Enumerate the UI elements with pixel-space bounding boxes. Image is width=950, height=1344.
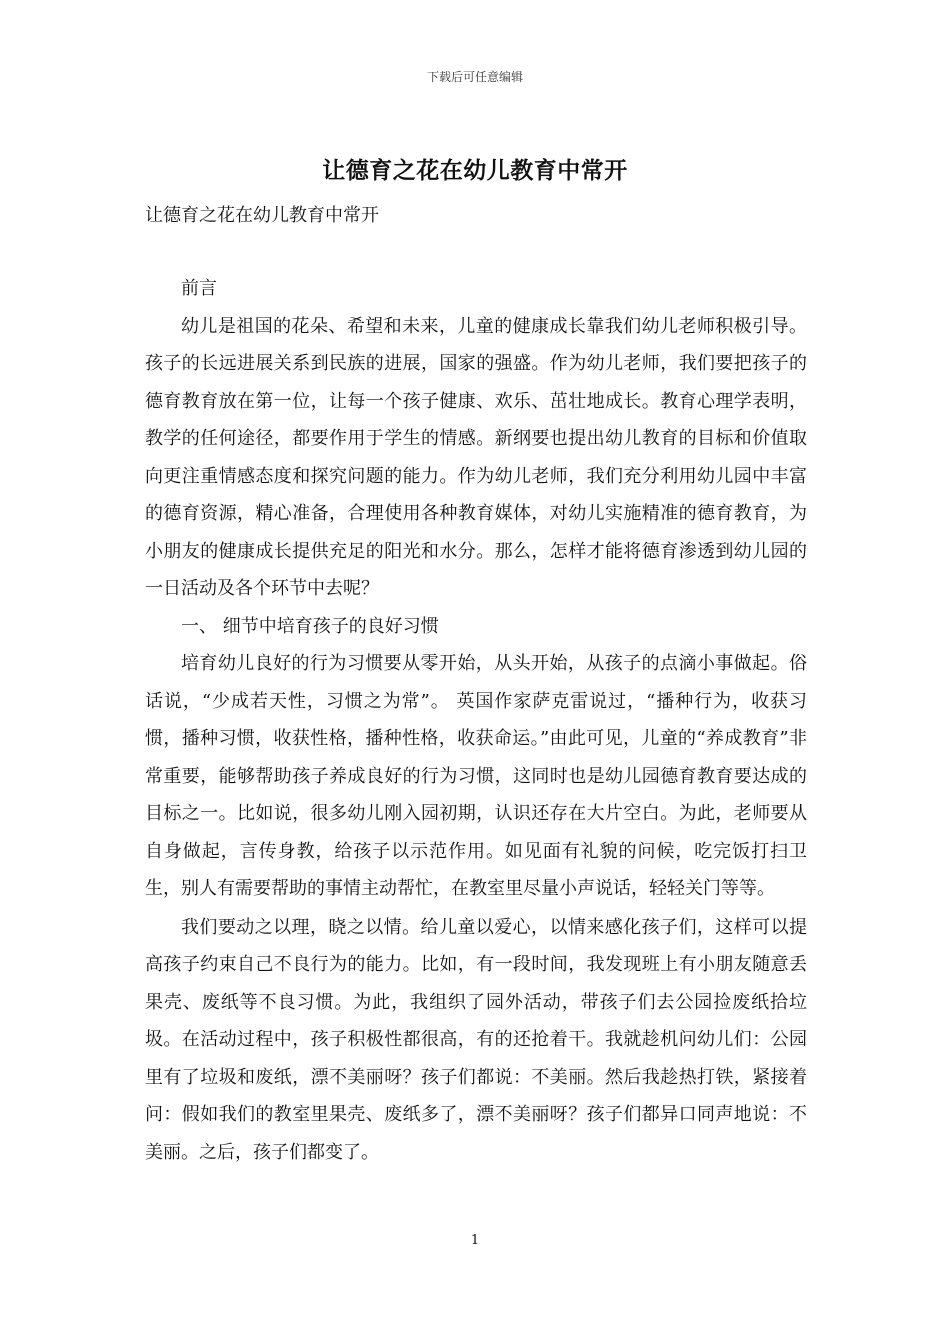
header-note: 下载后可任意编辑	[426, 70, 523, 84]
paragraph-intro: 幼儿是祖国的花朵、希望和未来，儿童的健康成长靠我们幼儿老师积极引导。孩子的长远进展关系到民族的进展，国家的强盛。作为幼儿老师，我们要把孩子的德育教育放在第一位，让每一个孩子健康、欢乐、茁壮地成长。教育心理学表明，教学的任何途径，都要作用于学生的情感。新纲要也提出幼儿教育的目标和价值取向更注重情感态度和探究问题的能力。作为幼儿老师，我们充分利用幼儿园中丰富的德育资源，精心准备，合理使用各种教育媒体，对幼儿实施精准的德育教育，为小朋友的健康成长提供充足的阳光和水分。那么，怎样才能将德育渗透到幼儿园的一日活动及各个环节中去呢？	[145, 315, 807, 599]
page-number: 1	[470, 1233, 480, 1248]
paragraph-example: 我们要动之以理，晓之以情。给儿童以爱心，以情来感化孩子们，这样可以提高孩子约束自己不良行为的能力。比如，有一段时间，我发现班上有小朋友随意丢果壳、废纸等不良习惯。为此，我组织了园外活动，带孩子们去公园捡废纸拾垃圾。在活动过程中，孩子积极性都很高，有的还抢着干。我就趁机问幼儿们：公园里有了垃圾和废纸，漂不美丽呀？孩子们都说：不美丽。然后我趁热打铁，紧接着问：假如我们的教室里果壳、废纸多了，漂不美丽呀？孩子们都异口同声地说：不美丽。之后，孩子们都变了。	[145, 916, 807, 1163]
section-heading-1: 一、 细节中培育孩子的良好习惯	[181, 615, 439, 637]
document-body	[145, 270, 807, 1171]
section-heading-preface: 前言	[181, 278, 217, 299]
document-title: 让德育之花在幼儿教育中常开	[322, 157, 628, 184]
document-subtitle: 让德育之花在幼儿教育中常开	[145, 205, 379, 226]
paragraph-habits: 培育幼儿良好的行为习惯要从零开始，从头开始，从孩子的点滴小事做起。俗话说，“少成若天性，习惯之为常”。 英国作家萨克雷说过，“播种行为，收获习惯，播种习惯，收获性格，播种性格，收获命运。”由此可见，儿童的“养成教育”非常重要，能够帮助孩子养成良好的行为习惯，这同时也是幼儿园德育教育要达成的目标之一。比如说，很多幼儿刚入园初期，认识还存在大片空白。为此，老师要从自身做起，言传身教，给孩子以示范作用。如见面有礼貌的问候，吃完饭打扫卫生，别人有需要帮助的事情主动帮忙，在教室里尽量小声说话，轻轻关门等等。	[145, 653, 807, 899]
